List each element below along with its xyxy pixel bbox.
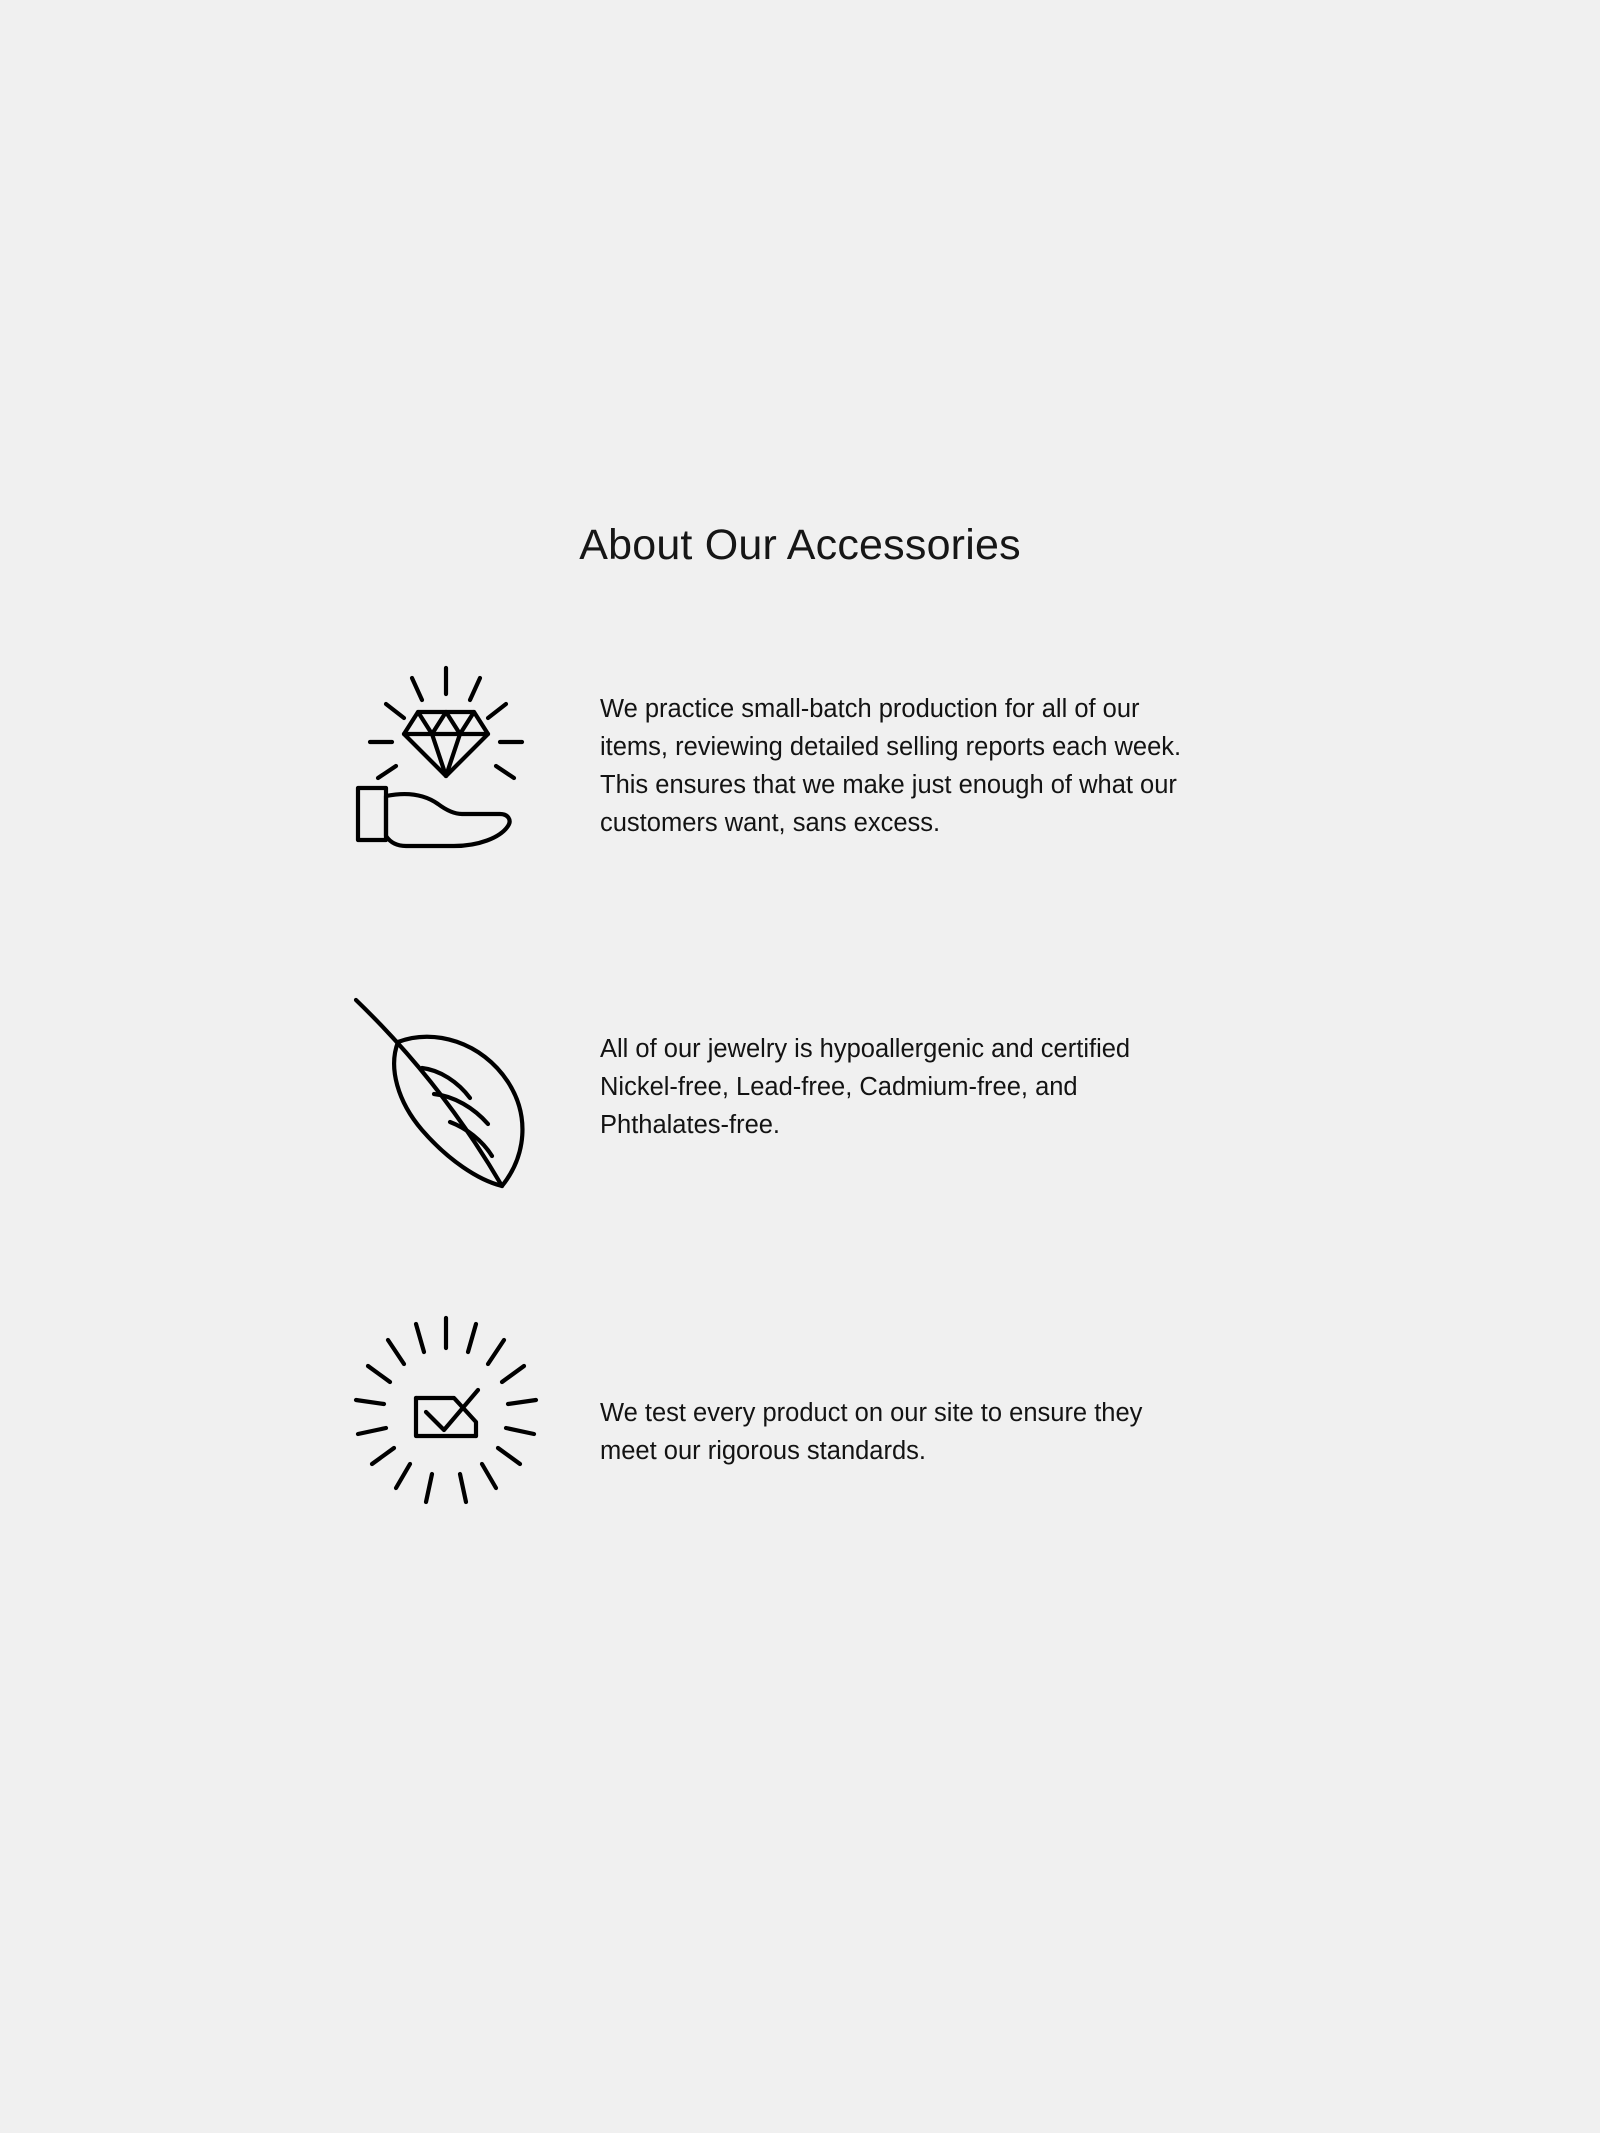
hand-holding-diamond-icon	[350, 660, 550, 860]
feature-icon-container	[340, 1312, 600, 1512]
feature-text: We test every product on our site to ensure they meet our rigorous standards.	[600, 1399, 1143, 1465]
feature-text: All of our jewelry is hypoallergenic and certified Nickel-free, Lead-free, Cadmium-free, and Phthalates-free.	[600, 1035, 1131, 1139]
list-item	[340, 972, 1260, 1200]
feature-list	[340, 660, 1260, 1624]
page-title: About Our Accessories	[579, 520, 1021, 569]
shining-checkmark-icon	[350, 1312, 550, 1512]
feature-text: We practice small-batch production for all of our items, reviewing detailed selling reports each week. This ensures that we make just enough of what our customers want, sans excess.	[600, 695, 1182, 837]
feature-icon-container	[340, 660, 600, 860]
list-item	[340, 1312, 1260, 1512]
feather-icon	[350, 990, 560, 1200]
list-item	[340, 660, 1260, 860]
feature-icon-container	[340, 972, 600, 1200]
